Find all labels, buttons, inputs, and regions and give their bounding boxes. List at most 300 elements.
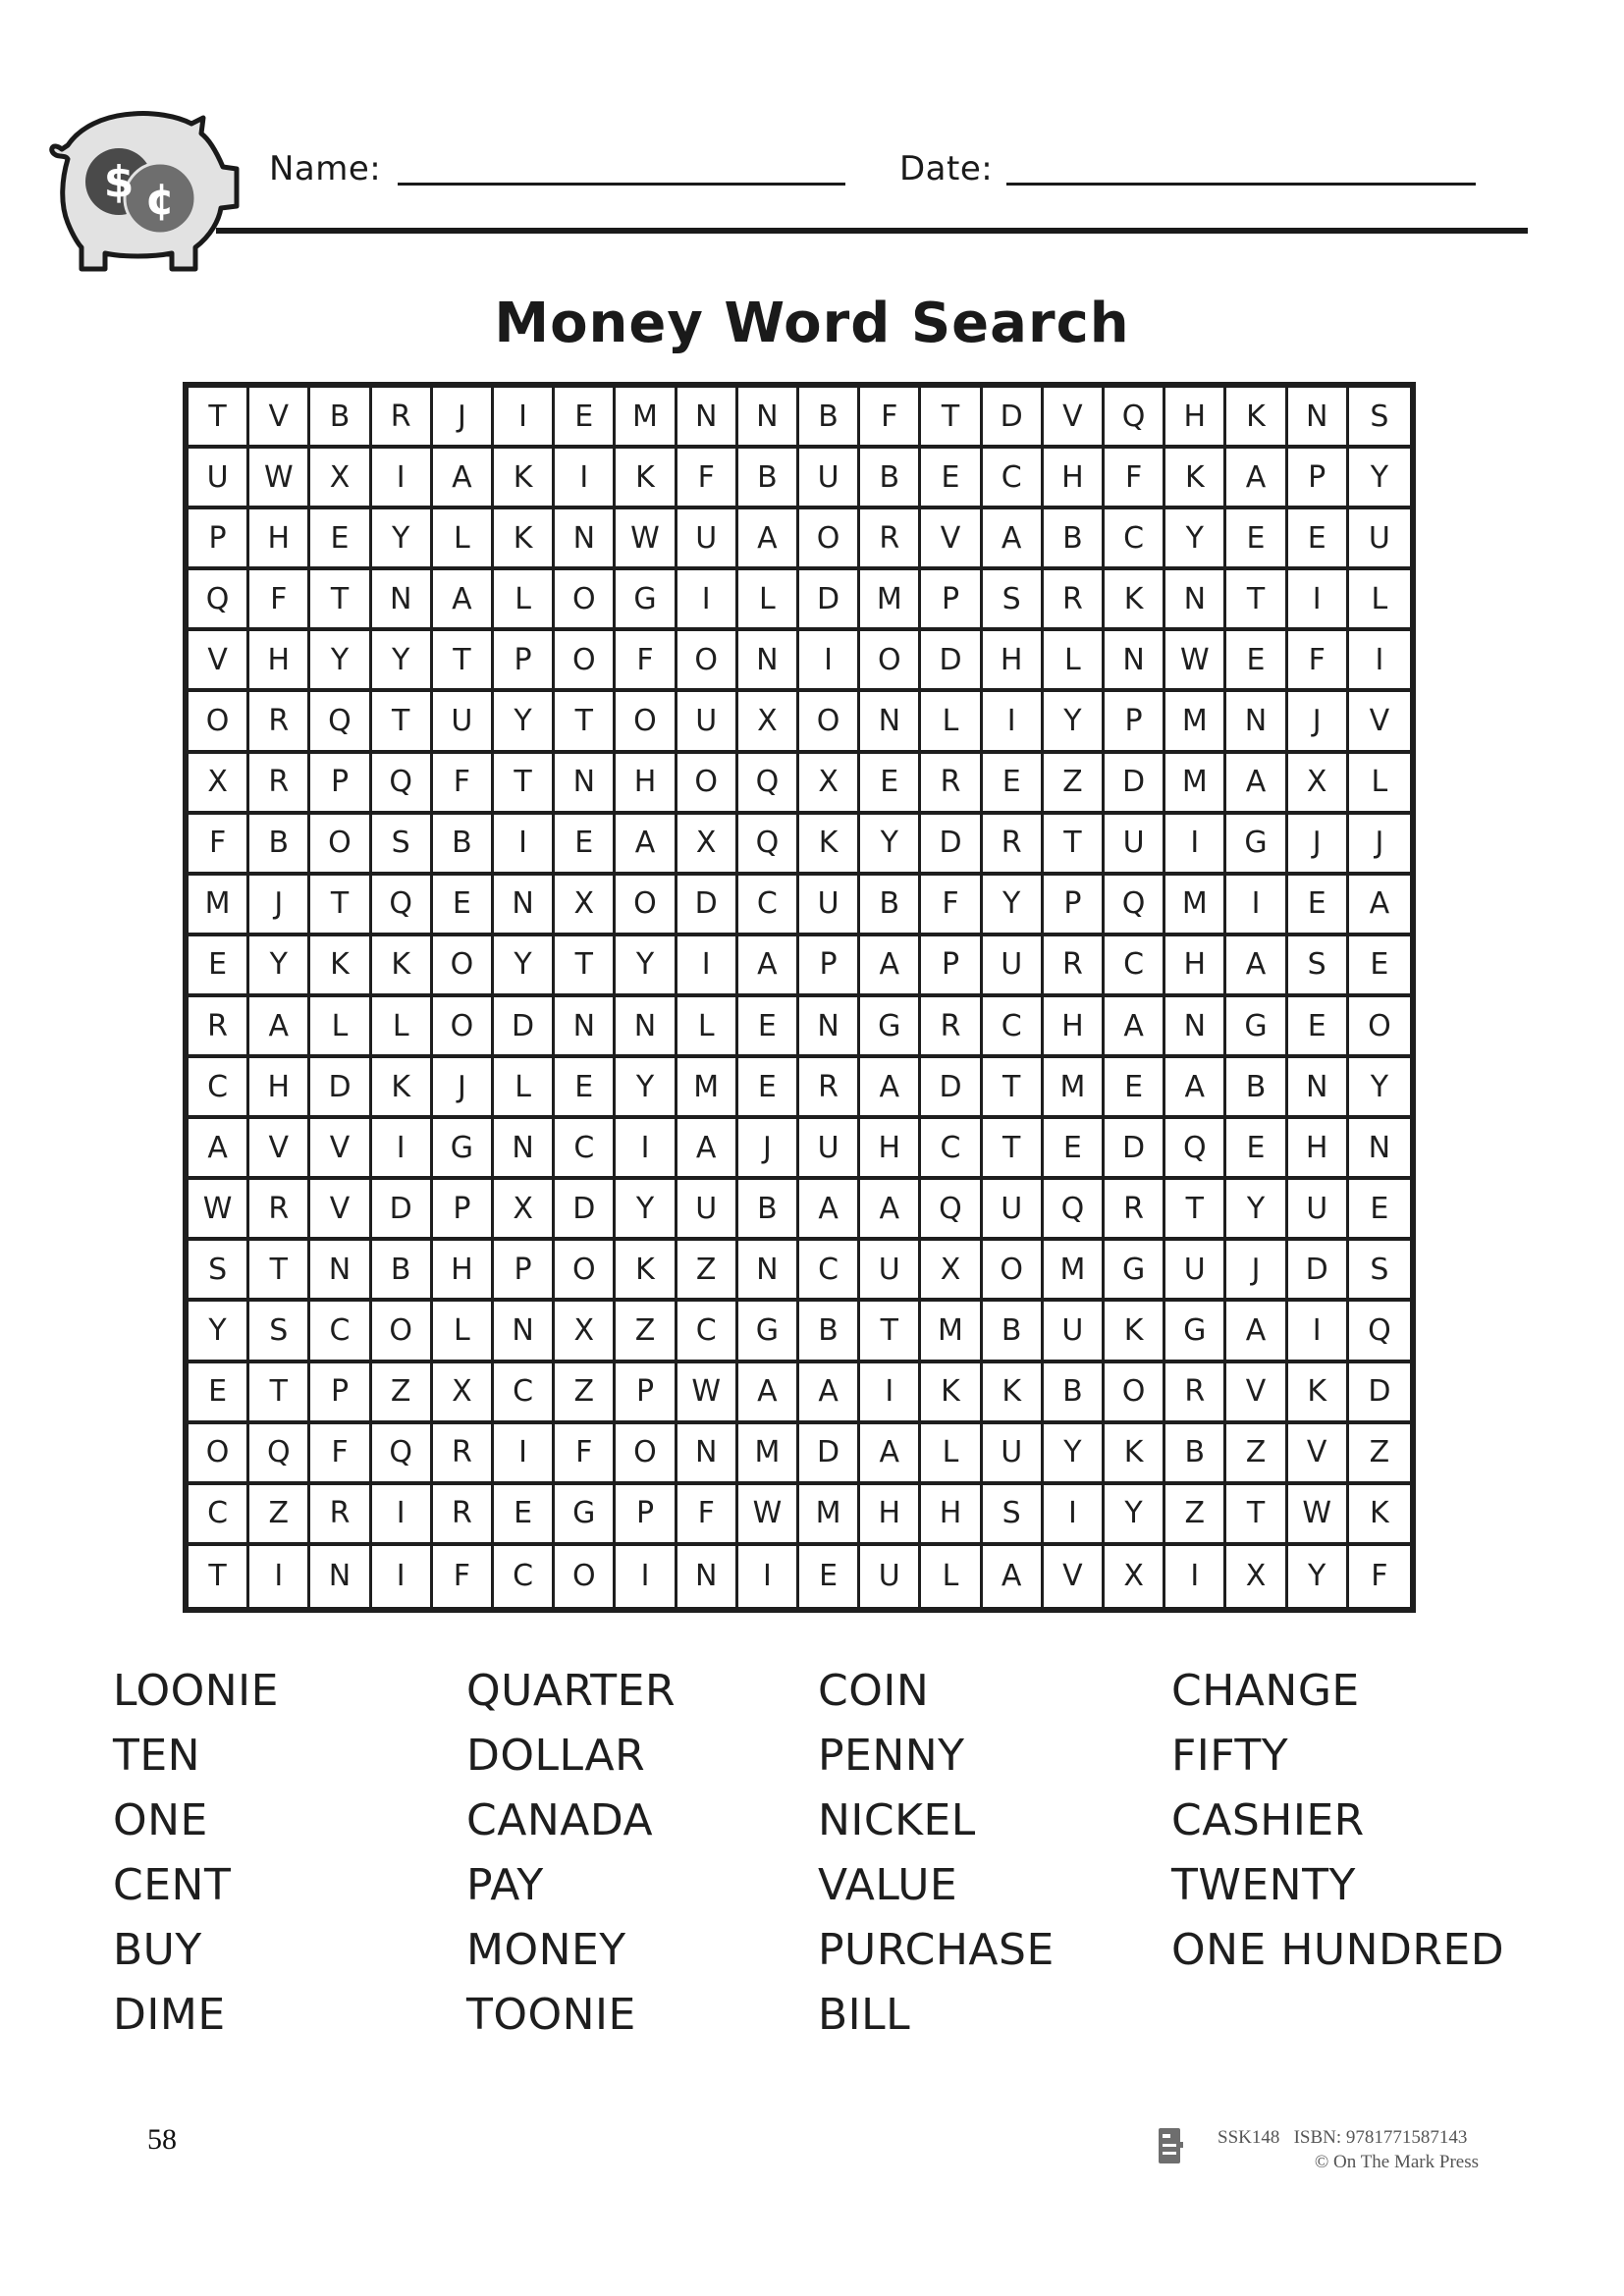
date-input-line[interactable] (1006, 183, 1476, 186)
grid-cell[interactable]: K (983, 1363, 1044, 1424)
grid-cell[interactable]: A (738, 936, 799, 997)
grid-cell[interactable]: C (555, 1119, 616, 1180)
grid-cell[interactable]: J (1288, 815, 1349, 876)
grid-cell[interactable]: U (799, 449, 860, 509)
grid-cell[interactable]: D (799, 570, 860, 631)
grid-cell[interactable]: B (433, 815, 494, 876)
grid-cell[interactable]: T (921, 388, 982, 449)
grid-cell[interactable]: N (677, 1424, 738, 1485)
grid-cell[interactable]: U (983, 1424, 1044, 1485)
grid-cell[interactable]: E (799, 1546, 860, 1607)
grid-cell[interactable]: H (860, 1119, 921, 1180)
grid-cell[interactable]: X (677, 815, 738, 876)
grid-cell[interactable]: G (1226, 815, 1287, 876)
grid-cell[interactable]: L (921, 692, 982, 753)
grid-cell[interactable]: M (189, 876, 249, 936)
grid-cell[interactable]: Q (189, 570, 249, 631)
grid-cell[interactable]: Q (372, 876, 433, 936)
grid-cell[interactable]: T (494, 754, 555, 815)
grid-cell[interactable]: N (1165, 997, 1226, 1058)
grid-cell[interactable]: N (738, 1241, 799, 1302)
grid-cell[interactable]: A (1226, 449, 1287, 509)
grid-cell[interactable]: Z (1044, 754, 1105, 815)
grid-cell[interactable]: R (1044, 936, 1105, 997)
grid-cell[interactable]: V (249, 1119, 310, 1180)
grid-cell[interactable]: D (921, 1058, 982, 1119)
grid-cell[interactable]: L (433, 1302, 494, 1362)
grid-cell[interactable]: D (1105, 754, 1165, 815)
grid-cell[interactable]: U (1349, 509, 1410, 570)
grid-cell[interactable]: H (1044, 997, 1105, 1058)
grid-cell[interactable]: I (738, 1546, 799, 1607)
grid-cell[interactable]: O (433, 936, 494, 997)
grid-cell[interactable]: R (249, 1180, 310, 1241)
grid-cell[interactable]: A (1226, 754, 1287, 815)
grid-cell[interactable]: D (799, 1424, 860, 1485)
grid-cell[interactable]: S (983, 570, 1044, 631)
grid-cell[interactable]: V (921, 509, 982, 570)
grid-cell[interactable]: D (555, 1180, 616, 1241)
grid-cell[interactable]: E (1288, 876, 1349, 936)
grid-cell[interactable]: A (983, 509, 1044, 570)
grid-cell[interactable]: F (433, 1546, 494, 1607)
grid-cell[interactable]: E (189, 936, 249, 997)
grid-cell[interactable]: T (189, 1546, 249, 1607)
grid-cell[interactable]: K (494, 509, 555, 570)
grid-cell[interactable]: R (921, 754, 982, 815)
grid-cell[interactable]: N (1288, 1058, 1349, 1119)
grid-cell[interactable]: G (1226, 997, 1287, 1058)
grid-cell[interactable]: I (249, 1546, 310, 1607)
grid-cell[interactable]: T (310, 876, 371, 936)
grid-cell[interactable]: D (677, 876, 738, 936)
grid-cell[interactable]: I (1165, 815, 1226, 876)
grid-cell[interactable]: N (494, 1302, 555, 1362)
grid-cell[interactable]: Y (983, 876, 1044, 936)
grid-cell[interactable]: F (677, 449, 738, 509)
grid-cell[interactable]: K (1226, 388, 1287, 449)
grid-cell[interactable]: S (372, 815, 433, 876)
grid-cell[interactable]: X (799, 754, 860, 815)
grid-cell[interactable]: T (983, 1119, 1044, 1180)
grid-cell[interactable]: L (921, 1424, 982, 1485)
grid-cell[interactable]: K (1105, 570, 1165, 631)
grid-cell[interactable]: F (677, 1485, 738, 1546)
grid-cell[interactable]: Y (1288, 1546, 1349, 1607)
grid-cell[interactable]: X (189, 754, 249, 815)
grid-cell[interactable]: T (1226, 570, 1287, 631)
grid-cell[interactable]: T (249, 1241, 310, 1302)
grid-cell[interactable]: W (1165, 631, 1226, 692)
grid-cell[interactable]: A (799, 1363, 860, 1424)
grid-cell[interactable]: B (249, 815, 310, 876)
grid-cell[interactable]: C (677, 1302, 738, 1362)
grid-cell[interactable]: P (616, 1363, 677, 1424)
grid-cell[interactable]: A (189, 1119, 249, 1180)
grid-cell[interactable]: P (1288, 449, 1349, 509)
grid-cell[interactable]: L (1044, 631, 1105, 692)
grid-cell[interactable]: R (1044, 570, 1105, 631)
grid-cell[interactable]: J (1349, 815, 1410, 876)
grid-cell[interactable]: E (983, 754, 1044, 815)
grid-cell[interactable]: Y (1349, 449, 1410, 509)
grid-cell[interactable]: E (555, 815, 616, 876)
grid-cell[interactable]: R (249, 692, 310, 753)
grid-cell[interactable]: M (738, 1424, 799, 1485)
grid-cell[interactable]: N (1226, 692, 1287, 753)
grid-cell[interactable]: I (1349, 631, 1410, 692)
grid-cell[interactable]: R (189, 997, 249, 1058)
grid-cell[interactable]: I (372, 1485, 433, 1546)
grid-cell[interactable]: C (983, 997, 1044, 1058)
grid-cell[interactable]: C (310, 1302, 371, 1362)
grid-cell[interactable]: R (433, 1424, 494, 1485)
grid-cell[interactable]: J (738, 1119, 799, 1180)
grid-cell[interactable]: B (860, 876, 921, 936)
grid-cell[interactable]: H (1288, 1119, 1349, 1180)
grid-cell[interactable]: O (310, 815, 371, 876)
grid-cell[interactable]: Q (921, 1180, 982, 1241)
grid-cell[interactable]: I (860, 1363, 921, 1424)
grid-cell[interactable]: B (799, 1302, 860, 1362)
grid-cell[interactable]: P (921, 936, 982, 997)
grid-cell[interactable]: J (1226, 1241, 1287, 1302)
grid-cell[interactable]: V (1044, 388, 1105, 449)
grid-cell[interactable]: T (555, 692, 616, 753)
grid-cell[interactable]: O (677, 631, 738, 692)
grid-cell[interactable]: R (433, 1485, 494, 1546)
grid-cell[interactable]: A (1105, 997, 1165, 1058)
grid-cell[interactable]: E (738, 1058, 799, 1119)
grid-cell[interactable]: R (1165, 1363, 1226, 1424)
grid-cell[interactable]: W (738, 1485, 799, 1546)
grid-cell[interactable]: E (1288, 509, 1349, 570)
grid-cell[interactable]: O (616, 876, 677, 936)
grid-cell[interactable]: Y (372, 509, 433, 570)
grid-cell[interactable]: V (189, 631, 249, 692)
grid-cell[interactable]: M (1165, 876, 1226, 936)
grid-cell[interactable]: N (738, 388, 799, 449)
grid-cell[interactable]: L (677, 997, 738, 1058)
grid-cell[interactable]: X (494, 1180, 555, 1241)
grid-cell[interactable]: H (433, 1241, 494, 1302)
grid-cell[interactable]: Z (372, 1363, 433, 1424)
grid-cell[interactable]: L (921, 1546, 982, 1607)
grid-cell[interactable]: D (310, 1058, 371, 1119)
grid-cell[interactable]: N (1165, 570, 1226, 631)
grid-cell[interactable]: I (372, 1546, 433, 1607)
grid-cell[interactable]: V (310, 1119, 371, 1180)
grid-cell[interactable]: E (494, 1485, 555, 1546)
grid-cell[interactable]: U (677, 509, 738, 570)
grid-cell[interactable]: Y (1349, 1058, 1410, 1119)
grid-cell[interactable]: M (677, 1058, 738, 1119)
grid-cell[interactable]: X (310, 449, 371, 509)
grid-cell[interactable]: E (1226, 509, 1287, 570)
grid-cell[interactable]: Y (372, 631, 433, 692)
grid-cell[interactable]: V (1044, 1546, 1105, 1607)
grid-cell[interactable]: K (616, 1241, 677, 1302)
grid-cell[interactable]: J (433, 1058, 494, 1119)
grid-cell[interactable]: W (189, 1180, 249, 1241)
grid-cell[interactable]: U (799, 1119, 860, 1180)
grid-cell[interactable]: O (677, 754, 738, 815)
grid-cell[interactable]: A (860, 1424, 921, 1485)
grid-cell[interactable]: K (494, 449, 555, 509)
grid-cell[interactable]: I (494, 388, 555, 449)
grid-cell[interactable]: H (921, 1485, 982, 1546)
grid-cell[interactable]: E (1288, 997, 1349, 1058)
grid-cell[interactable]: E (310, 509, 371, 570)
grid-cell[interactable]: V (249, 388, 310, 449)
grid-cell[interactable]: Y (1165, 509, 1226, 570)
grid-cell[interactable]: D (494, 997, 555, 1058)
grid-cell[interactable]: X (738, 692, 799, 753)
grid-cell[interactable]: T (555, 936, 616, 997)
grid-cell[interactable]: U (860, 1546, 921, 1607)
grid-cell[interactable]: B (860, 449, 921, 509)
grid-cell[interactable]: T (189, 388, 249, 449)
grid-cell[interactable]: M (1044, 1058, 1105, 1119)
grid-cell[interactable]: W (616, 509, 677, 570)
grid-cell[interactable]: N (555, 509, 616, 570)
grid-cell[interactable]: M (616, 388, 677, 449)
grid-cell[interactable]: A (860, 936, 921, 997)
grid-cell[interactable]: S (1288, 936, 1349, 997)
grid-cell[interactable]: F (1371, 1559, 1388, 1594)
grid-cell[interactable]: P (189, 509, 249, 570)
grid-cell[interactable]: O (799, 692, 860, 753)
grid-cell[interactable]: I (1226, 876, 1287, 936)
grid-cell[interactable]: N (1288, 388, 1349, 449)
grid-cell[interactable]: F (1105, 449, 1165, 509)
grid-cell[interactable]: F (921, 876, 982, 936)
grid-cell[interactable]: I (1165, 1546, 1226, 1607)
grid-cell[interactable]: Q (310, 692, 371, 753)
grid-cell[interactable]: O (433, 997, 494, 1058)
grid-cell[interactable]: P (1044, 876, 1105, 936)
grid-cell[interactable]: O (555, 1241, 616, 1302)
grid-cell[interactable]: H (616, 754, 677, 815)
grid-cell[interactable]: C (799, 1241, 860, 1302)
grid-cell[interactable]: H (1165, 936, 1226, 997)
grid-cell[interactable]: I (799, 631, 860, 692)
grid-cell[interactable]: A (1349, 876, 1410, 936)
grid-cell[interactable]: H (249, 1058, 310, 1119)
grid-cell[interactable]: X (921, 1241, 982, 1302)
grid-cell[interactable]: K (616, 449, 677, 509)
grid-cell[interactable]: F (310, 1424, 371, 1485)
grid-cell[interactable]: A (677, 1119, 738, 1180)
grid-cell[interactable]: B (1165, 1424, 1226, 1485)
grid-cell[interactable]: Y (616, 1180, 677, 1241)
grid-cell[interactable]: T (372, 692, 433, 753)
grid-cell[interactable]: Q (1105, 876, 1165, 936)
grid-cell[interactable]: U (433, 692, 494, 753)
grid-cell[interactable]: G (1105, 1241, 1165, 1302)
grid-cell[interactable]: G (433, 1119, 494, 1180)
grid-cell[interactable]: Q (738, 815, 799, 876)
grid-cell[interactable]: I (616, 1546, 677, 1607)
grid-cell[interactable]: R (249, 754, 310, 815)
grid-cell[interactable]: H (1165, 388, 1226, 449)
grid-cell[interactable]: J (1288, 692, 1349, 753)
grid-cell[interactable]: A (249, 997, 310, 1058)
grid-cell[interactable]: B (1226, 1058, 1287, 1119)
grid-cell[interactable]: X (555, 876, 616, 936)
grid-cell[interactable]: U (677, 692, 738, 753)
grid-cell[interactable]: N (372, 570, 433, 631)
grid-cell[interactable]: G (1165, 1302, 1226, 1362)
grid-cell[interactable]: O (189, 1424, 249, 1485)
grid-cell[interactable]: D (372, 1180, 433, 1241)
grid-cell[interactable]: V (1226, 1363, 1287, 1424)
grid-cell[interactable]: A (433, 570, 494, 631)
grid-cell[interactable]: A (738, 509, 799, 570)
grid-cell[interactable]: R (921, 997, 982, 1058)
grid-cell[interactable]: Q (1349, 1302, 1410, 1362)
grid-cell[interactable]: B (738, 449, 799, 509)
grid-cell[interactable]: P (494, 631, 555, 692)
grid-cell[interactable]: U (983, 1180, 1044, 1241)
grid-cell[interactable]: E (1105, 1058, 1165, 1119)
grid-cell[interactable]: D (921, 631, 982, 692)
grid-cell[interactable]: B (1044, 1363, 1105, 1424)
grid-cell[interactable]: B (799, 388, 860, 449)
grid-cell[interactable]: D (1288, 1241, 1349, 1302)
grid-cell[interactable]: R (983, 815, 1044, 876)
grid-cell[interactable]: F (249, 570, 310, 631)
grid-cell[interactable]: U (799, 876, 860, 936)
grid-cell[interactable]: Q (249, 1424, 310, 1485)
grid-cell[interactable]: T (860, 1302, 921, 1362)
grid-cell[interactable]: V (1349, 692, 1410, 753)
grid-cell[interactable]: U (189, 449, 249, 509)
grid-cell[interactable]: P (494, 1241, 555, 1302)
grid-cell[interactable]: F (616, 631, 677, 692)
grid-cell[interactable]: N (1349, 1119, 1410, 1180)
grid-cell[interactable]: I (1288, 570, 1349, 631)
grid-cell[interactable]: Q (1105, 388, 1165, 449)
grid-cell[interactable]: X (1105, 1546, 1165, 1607)
grid-cell[interactable]: H (983, 631, 1044, 692)
grid-cell[interactable]: N (738, 631, 799, 692)
grid-cell[interactable]: E (1349, 936, 1410, 997)
grid-cell[interactable]: R (1105, 1180, 1165, 1241)
grid-cell[interactable]: I (1044, 1485, 1105, 1546)
grid-cell[interactable]: Z (1226, 1424, 1287, 1485)
grid-cell[interactable]: F (433, 754, 494, 815)
grid-cell[interactable]: K (1165, 449, 1226, 509)
grid-cell[interactable]: A (860, 1058, 921, 1119)
grid-cell[interactable]: L (738, 570, 799, 631)
grid-cell[interactable]: E (921, 449, 982, 509)
grid-cell[interactable]: O (372, 1302, 433, 1362)
grid-cell[interactable]: A (983, 1546, 1044, 1607)
grid-cell[interactable]: U (860, 1241, 921, 1302)
grid-cell[interactable]: E (1226, 631, 1287, 692)
grid-cell[interactable]: W (249, 449, 310, 509)
grid-cell[interactable]: Z (555, 1363, 616, 1424)
grid-cell[interactable]: R (860, 509, 921, 570)
grid-cell[interactable]: A (799, 1180, 860, 1241)
grid-cell[interactable]: G (860, 997, 921, 1058)
grid-cell[interactable]: C (494, 1546, 555, 1607)
grid-cell[interactable]: N (310, 1241, 371, 1302)
grid-cell[interactable]: E (555, 388, 616, 449)
grid-cell[interactable]: X (433, 1363, 494, 1424)
grid-cell[interactable]: E (555, 1058, 616, 1119)
grid-cell[interactable]: K (1288, 1363, 1349, 1424)
grid-cell[interactable]: Y (249, 936, 310, 997)
grid-cell[interactable]: I (494, 815, 555, 876)
grid-cell[interactable]: P (921, 570, 982, 631)
grid-cell[interactable]: A (738, 1363, 799, 1424)
grid-cell[interactable]: D (1349, 1363, 1410, 1424)
grid-cell[interactable]: F (860, 388, 921, 449)
grid-cell[interactable]: K (921, 1363, 982, 1424)
grid-cell[interactable]: C (983, 449, 1044, 509)
grid-cell[interactable]: W (1288, 1485, 1349, 1546)
grid-cell[interactable]: H (1044, 449, 1105, 509)
grid-cell[interactable]: C (189, 1058, 249, 1119)
grid-cell[interactable]: E (1226, 1119, 1287, 1180)
grid-cell[interactable]: V (1288, 1424, 1349, 1485)
grid-cell[interactable]: R (310, 1485, 371, 1546)
grid-cell[interactable]: P (616, 1485, 677, 1546)
grid-cell[interactable]: O (555, 1546, 616, 1607)
grid-cell[interactable]: E (738, 997, 799, 1058)
grid-cell[interactable]: Y (1044, 1424, 1105, 1485)
grid-cell[interactable]: E (189, 1363, 249, 1424)
grid-cell[interactable]: Y (310, 631, 371, 692)
grid-cell[interactable]: T (1044, 815, 1105, 876)
grid-cell[interactable]: P (799, 936, 860, 997)
grid-cell[interactable]: U (1044, 1302, 1105, 1362)
grid-cell[interactable]: B (983, 1302, 1044, 1362)
grid-cell[interactable]: I (372, 449, 433, 509)
grid-cell[interactable]: U (1288, 1180, 1349, 1241)
grid-cell[interactable]: U (677, 1180, 738, 1241)
grid-cell[interactable]: N (799, 997, 860, 1058)
grid-cell[interactable]: Q (738, 754, 799, 815)
grid-cell[interactable]: R (799, 1058, 860, 1119)
grid-cell[interactable]: T (983, 1058, 1044, 1119)
grid-cell[interactable]: N (555, 754, 616, 815)
grid-cell[interactable]: X (1226, 1546, 1287, 1607)
grid-cell[interactable]: N (677, 388, 738, 449)
grid-cell[interactable]: M (860, 570, 921, 631)
grid-cell[interactable]: B (738, 1180, 799, 1241)
grid-cell[interactable]: O (983, 1241, 1044, 1302)
grid-cell[interactable]: N (1105, 631, 1165, 692)
grid-cell[interactable]: G (616, 570, 677, 631)
grid-cell[interactable]: F (1288, 631, 1349, 692)
grid-cell[interactable]: C (1105, 509, 1165, 570)
grid-cell[interactable]: Y (1226, 1180, 1287, 1241)
grid-cell[interactable]: J (249, 876, 310, 936)
grid-cell[interactable]: N (860, 692, 921, 753)
grid-cell[interactable]: Q (372, 1424, 433, 1485)
grid-cell[interactable]: C (494, 1363, 555, 1424)
grid-cell[interactable]: L (494, 1058, 555, 1119)
grid-cell[interactable]: I (616, 1119, 677, 1180)
grid-cell[interactable]: Y (616, 1058, 677, 1119)
grid-cell[interactable]: H (249, 631, 310, 692)
grid-cell[interactable]: P (310, 754, 371, 815)
grid-cell[interactable]: Z (1165, 1485, 1226, 1546)
grid-cell[interactable]: R (372, 388, 433, 449)
